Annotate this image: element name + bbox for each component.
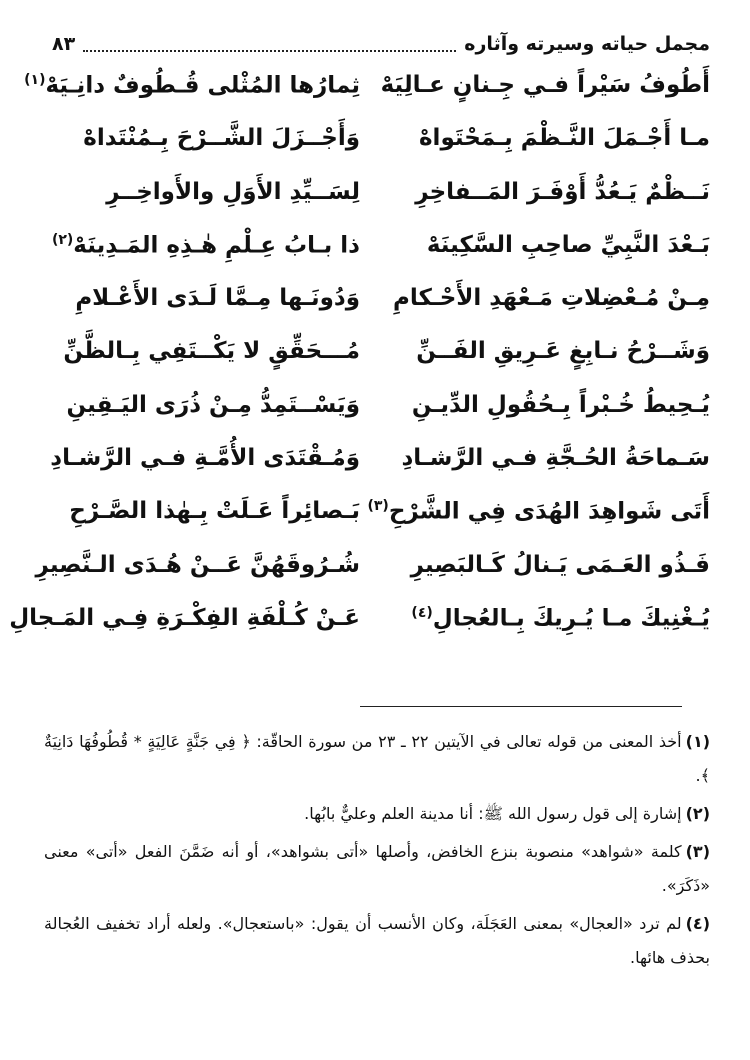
footnote-marker: (١)	[685, 732, 711, 751]
footnote-text: أخذ المعنى من قوله تعالى في الآيتين ٢٢ ـ ٢٣ من سورة الحاقّة: ﴿ فِي جَنَّةٍ عَالِيَةٍ * قُطُوفُهَا دَانِيَةٌ ﴾.	[44, 732, 710, 785]
footnotes	[44, 725, 710, 979]
verse	[60, 498, 710, 551]
second-hemistich	[50, 445, 360, 472]
second-hemistich-text: ذا بـابُ عِـلْمِ هٰـذِهِ المَـدِينَهْ	[73, 232, 360, 259]
second-hemistich	[60, 498, 360, 524]
second-hemistich	[24, 72, 360, 99]
second-hemistich-text: وَأَجْــزَلَ الشَّــرْحَ بِـمُنْتَداهْ	[83, 125, 360, 152]
first-hemistich	[410, 605, 710, 632]
verse	[24, 72, 710, 125]
first-hemistich-text: يُـغْنِيكَ مـا يُـرِيكَ بِـالعُجالِ	[432, 605, 710, 632]
first-hemistich-text: أَطُوفُ سَيْراً فـي جِـنانٍ عـالِيَهْ	[380, 72, 710, 98]
second-hemistich	[51, 231, 360, 259]
first-hemistich-text: وَشَــرْحُ نـابِغٍ عَـرِيقِ الفَــنِّ	[416, 338, 710, 365]
first-hemistich	[410, 338, 710, 364]
verse	[35, 551, 710, 605]
second-hemistich-text: بَـصائِراً عَـلَتْ بِـهٰذا الصَّـرْحِ	[69, 498, 360, 525]
footnote-reference: (٢)	[51, 231, 74, 248]
first-hemistich	[410, 232, 710, 258]
poem	[9, 72, 710, 658]
first-hemistich-text: أَتَى شَواهِدَ الهُدَى فِي الشَّرْحِ	[388, 499, 710, 526]
first-hemistich	[401, 445, 710, 472]
first-hemistich	[410, 179, 710, 205]
second-hemistich-text: مُـــحَقِّقٍ لا يَكْــتَفِي بِـالظَّنِّ	[63, 338, 360, 365]
footnote-marker: (٢)	[685, 804, 710, 823]
first-hemistich	[410, 552, 710, 578]
first-hemistich	[380, 72, 710, 98]
footnote	[44, 835, 710, 903]
first-hemistich-text: يُـحِيطُ خُـبْراً بِـحُقُولِ الدِّيـنِ	[411, 391, 710, 418]
page-number: ٨٣	[52, 33, 76, 55]
second-hemistich-text: لِسَــيِّدِ الأَوَلِ والأَواخِــرِ	[106, 178, 360, 205]
second-hemistich-text: وَدُونَـها مِـمَّا لَـدَى الأَعْـلامِ	[75, 285, 360, 312]
second-hemistich	[35, 551, 360, 578]
verse	[9, 604, 710, 658]
verse	[60, 125, 710, 178]
second-hemistich	[60, 179, 360, 205]
footnote	[44, 797, 710, 831]
first-hemistich	[392, 285, 710, 312]
footnote-marker: (٣)	[685, 842, 710, 861]
running-title: مجمل حياته وسيرته وآثاره	[464, 33, 710, 55]
first-hemistich-text: فَـذُو العَـمَى يَـنالُ كَـالبَصِيرِ	[410, 551, 710, 578]
footnote-text: إشارة إلى قول رسول الله ﷺ: أنا مدينة العلم وعليٌّ بابُها.	[304, 804, 682, 823]
second-hemistich-text: ثِمارُها المُثْلى قُـطُوفٌ دانِـيَهْ	[45, 72, 360, 99]
footnote-text: لم ترد «العجال» بمعنى العَجَلَة، وكان الأنسب أن يقول: «باستعجال». ولعله أراد تخفيف العُجالة بحذف هائها.	[44, 914, 710, 967]
first-hemistich-text: سَـماحَةُ الحُـجَّةِ فـي الرَّشـادِ	[401, 445, 710, 472]
first-hemistich	[410, 392, 710, 418]
first-hemistich-text: مـا أَجْـمَلَ النَّـظْمَ بِـمَحْتَواهْ	[418, 125, 710, 152]
first-hemistich	[410, 125, 710, 151]
first-hemistich-text: نَــظْمٌ يَـعُدُّ أَوْفَـرَ المَــفاخِرِ	[415, 178, 710, 205]
first-hemistich-text: بَـعْدَ النَّبِيِّ صاحِبِ السَّكِينَهْ	[426, 231, 710, 258]
footnote-reference: (٣)	[367, 498, 389, 515]
footnote	[44, 907, 710, 975]
second-hemistich	[60, 285, 360, 311]
footnote-text: كلمة «شواهد» منصوبة بنزع الخافض، وأصلها «أتى بشواهد»، أو أنه ضَمَّنَ الفعل «أتى» معنى «ذَكَرَ».	[44, 842, 710, 895]
verse	[51, 231, 710, 285]
footnote	[44, 725, 710, 793]
verse	[60, 392, 710, 445]
verse	[60, 285, 710, 338]
second-hemistich-text: وَيَسْــتَمِدُّ مِـنْ ذُرَى اليَـقِينِ	[66, 391, 360, 418]
second-hemistich	[60, 392, 360, 418]
second-hemistich-text: عَـنْ كُـلْفَةِ الفِكْـرَةِ فِـي المَـجالِ	[9, 604, 360, 631]
second-hemistich	[60, 125, 360, 151]
footnote-reference: (٤)	[411, 604, 433, 621]
second-hemistich-text: وَمُـقْتَدَى الأُمَّـةِ فـي الرَّشـادِ	[50, 445, 360, 472]
verse	[60, 338, 710, 391]
second-hemistich	[60, 338, 360, 364]
first-hemistich-text: مِـنْ مُـعْضِلاتِ مَـعْهَدِ الأَحْـكامِ	[392, 285, 710, 312]
verse	[50, 445, 710, 498]
verse	[60, 179, 710, 232]
footnote-reference: (١)	[24, 72, 46, 88]
footnote-marker: (٤)	[685, 914, 710, 933]
second-hemistich-text: شُـرُوقَهُنَّ عَــنْ هُـدَى الـنَّصِيرِ	[35, 551, 360, 578]
running-header	[52, 30, 710, 58]
second-hemistich	[9, 604, 360, 631]
footnote-separator	[360, 706, 682, 707]
first-hemistich	[367, 498, 710, 526]
dotted-leader	[83, 36, 456, 52]
